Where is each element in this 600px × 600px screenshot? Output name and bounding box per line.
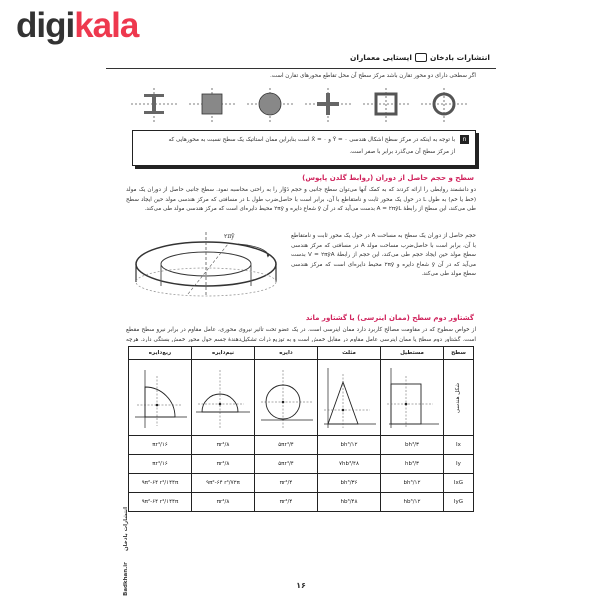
circle-figure [255,360,318,436]
table-cell: hb³/۱۲ [381,493,444,512]
table-header: مستطیل [381,347,444,360]
note-badge-icon: n [460,135,469,144]
torus-figure [128,224,283,299]
publisher-mark-icon [415,53,427,62]
section1-title: سطح و حجم حاصل از دوران (روابط گلدن پاپوس) [302,174,474,182]
row-label: Ix [444,436,474,455]
semicircle-figure [192,360,255,436]
table-cell: bh³/۳۶ [318,474,381,493]
table-header: مثلث [318,347,381,360]
rectangle-figure [381,360,444,436]
note-box [132,130,476,166]
ring-section-icon [421,88,467,122]
row-label: Iy [444,455,474,474]
symmetric-shapes-row [131,88,471,122]
table-header-row [129,347,474,360]
table-cell: πr⁴/۸ [192,436,255,455]
book-page [106,46,496,598]
header-divider [106,68,496,69]
table-cell: πr⁴/۴ [255,474,318,493]
table-figure-row [129,360,474,436]
table-row [129,455,474,474]
series-title: ایستایی معماران [350,52,412,62]
side-publisher-label: انتشارات بادخان [123,506,129,552]
publisher-name: انتشارات بادخان [429,52,490,62]
page-header [106,46,496,68]
table-cell: hb³/۴۸ [318,493,381,512]
i-beam-icon [131,88,177,122]
page-number: ۱۶ [296,581,306,590]
table-cell: πr⁴/۱۶ [129,436,192,455]
hollow-square-icon [363,88,409,122]
inertia-table [128,346,474,546]
side-url-text [116,536,128,600]
table-header: نیم‌دایره [192,347,255,360]
triangle-figure [318,360,381,436]
table-cell: πr⁴/۸ [192,493,255,512]
table-cell: πr⁴/۴ [255,493,318,512]
section2-title: گشتاور دوم سطح (ممان اینرسی) یا گشتاور ماند [305,314,474,322]
torus-label: ۲πȳ [224,233,235,240]
table-row [129,436,474,455]
cross-section-icon [305,88,351,122]
brand-logo-part1: digi [16,6,75,45]
intro-text: اگر سطحی دارای دو محور تقارن باشد مرکز سطح آن محل تقاطع محورهای تقارن است. [270,73,476,79]
table-cell: bh³/۳ [381,436,444,455]
table-cell: ۹π²-۶۴ r⁴/۱۴۴π [129,493,192,512]
table-cell: ۷hb³/۴۸ [318,455,381,474]
brand-logo-part2: kala [74,6,139,45]
side-label-cell [444,360,474,436]
table-cell: ۵πr⁴/۴ [255,436,318,455]
table-cell: πr⁴/۱۶ [129,455,192,474]
row-label: IxG [444,474,474,493]
table-cell: ۵πr⁴/۴ [255,455,318,474]
table-header: ربع‌دایره [129,347,192,360]
section1-para2: حجم حاصل از دوران یک سطح به مساحت A در حول یک محور ثابت و نامتقاطع با آن، برابر است با حاصل‌ضرب مساحت مولد A در مسافتی که مرکز هندسی سطح مولد حین ایجاد حجم طی می‌کند، این حجم از رابطهٔ V = ۲πȳA بدست می‌آید که در آن ȳ شعاع دایره و ۲πȳ محیط دایره‌ای است که مرکز هندسی سطح مولد طی می‌کند. [291,233,477,277]
square-section-icon [189,88,235,122]
section2-para: از خواص سطوح که در مقاومت مصالح کاربرد دارد ممان اینرسی است. در یک عضو تحت تأثیر نیروی محوری، عامل مقاوم در برابر نیرو سطح مقطع است. گشتاور دوم سطح یا ممان اینرسی عامل مقاوم در مقابل خمش است و به توزیع ذرات تشکیل‌دهندهٔ جسم حول محور خمش بستگی دارد. هرچه [126,327,476,342]
brand-logo[interactable] [16,6,138,46]
table-cell: bh³/۱۲ [381,474,444,493]
table-cell: ۹π²-۶۴ r⁴/۷۲π [192,474,255,493]
circle-section-icon [247,88,293,122]
table-row [129,474,474,493]
side-url-label: Badkhan.ir [123,562,129,596]
side-label: شکل هندسی [454,382,461,413]
table-cell: bh³/۱۲ [318,436,381,455]
table-cell: hb³/۳ [381,455,444,474]
table-row [129,493,474,512]
table-header: دایره [255,347,318,360]
table-cell: ۹π²-۶۴ r⁴/۱۴۴π [129,474,192,493]
note-line1: با توجه به اینکه در مرکز سطح اشکال هندسی ۰ = Ȳ و ۰ = X̄ است بنابراین ممان استاتیک یک سطح نسبت به محورهایی که [168,137,455,143]
note-line2: از مرکز سطح آن می‌گذرد برابر با صفر است. [349,149,455,155]
table-cell: πr⁴/۸ [192,455,255,474]
row-label: IyG [444,493,474,512]
table-header: سطح [444,347,474,360]
quarter-circle-figure [129,360,192,436]
section1-para1: دو دانشمند روابطی را ارائه کردند که به کمک آنها می‌توان سطح جانبی و حجم دَوّار را به راحتی محاسبه نمود. سطح جانبی حاصل از دوران یک مولد (خط یا خم) به طول L در حول یک محور ثابت و نامتقاطع با آن، برابر است با حاصل‌ضرب طول L در مسافتی که مرکز هندسی مولد حین ایجاد سطح طی می‌کند، این سطح از رابطهٔ A = ۲πȳL بدست می‌آید که در آن ȳ شعاع دایره و ۲πȳ محیط دایره‌ای است که مرکز هندسی مولد طی می‌کند. [126,187,477,212]
